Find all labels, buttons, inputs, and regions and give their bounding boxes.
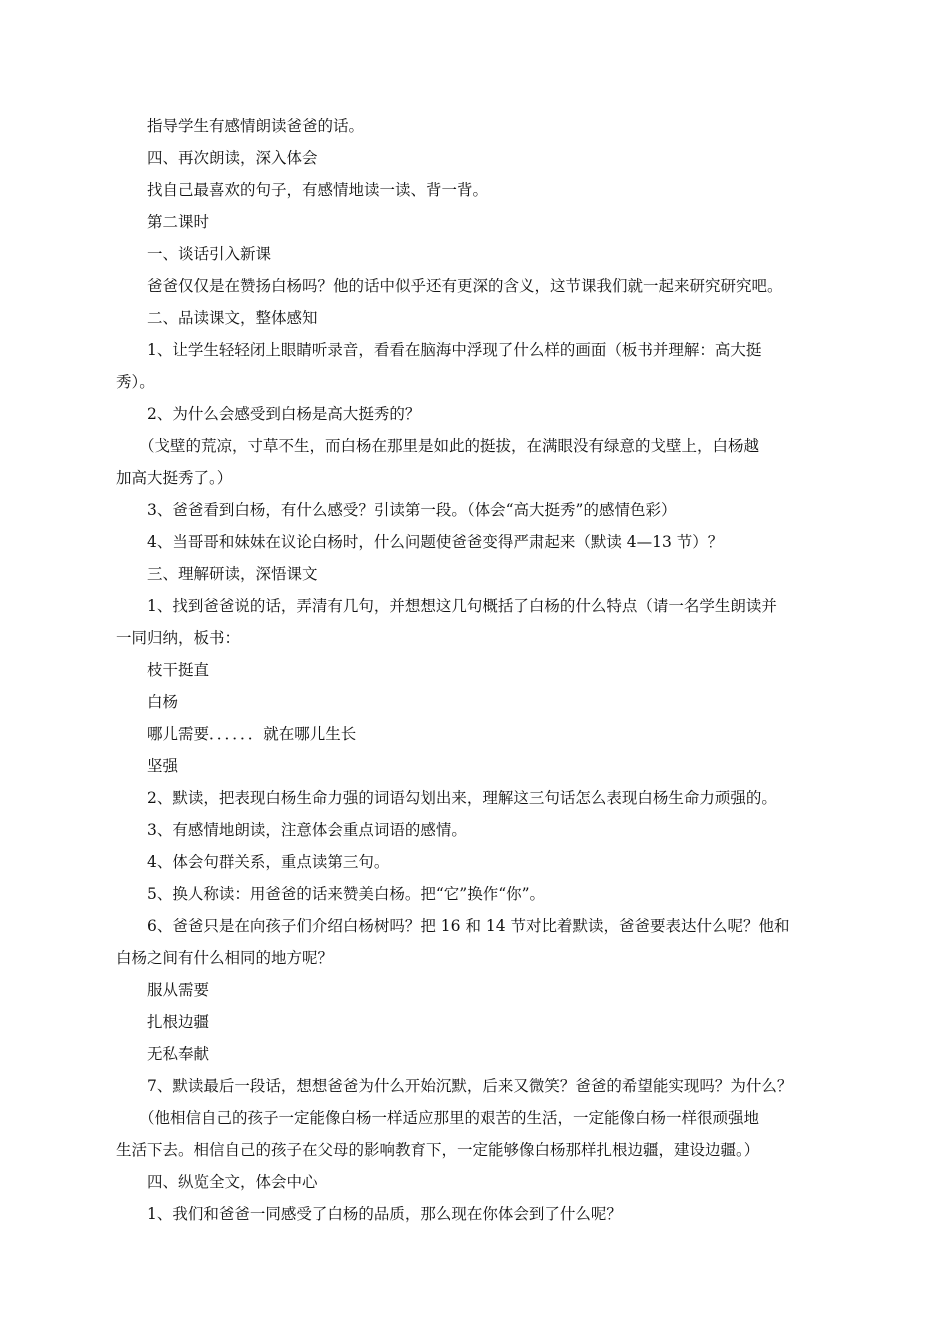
paragraph-line: 找自己最喜欢的句子，有感情地读一读、背一背。 [147,181,489,199]
section-heading: 四、再次朗读，深入体会 [147,149,318,167]
paragraph-line: 7、默读最后一段话，想想爸爸为什么开始沉默，后来又微笑？爸爸的希望能实现吗？为什么？ [147,1077,793,1095]
paragraph-line: 4、当哥哥和妹妹在议论白杨时，什么问题使爸爸变得严肃起来（默读 4—13 节）？ [147,533,724,551]
paragraph-continuation: 一同归纳，板书： [116,629,241,647]
paragraph-continuation: 秀）。 [116,373,155,391]
lesson-heading: 第二课时 [147,213,210,231]
paragraph-continuation: 生活下去。相信自己的孩子在父母的影响教育下，一定能够像白杨那样扎根边疆，建设边疆。） [116,1141,760,1159]
section-heading: 二、品读课文，整体感知 [147,309,318,327]
paragraph-line: 3、爸爸看到白杨，有什么感受？引读第一段。（体会“高大挺秀”的感情色彩） [147,501,677,519]
paragraph-line: 1、找到爸爸说的话，弄清有几句，并想想这几句概括了白杨的什么特点（请一名学生朗读并 [147,597,777,615]
paragraph-line: 爸爸仅仅是在赞扬白杨吗？他的话中似乎还有更深的含义，这节课我们就一起来研究研究吧。 [147,277,783,295]
paragraph-line: （他相信自己的孩子一定能像白杨一样适应那里的艰苦的生活，一定能像白杨一样很顽强地 [139,1109,760,1127]
paragraph-line: 4、体会句群关系，重点读第三句。 [147,853,390,871]
paragraph-line: 1、让学生轻轻闭上眼睛听录音，看看在脑海中浮现了什么样的画面（板书并理解：高大挺 [147,341,762,359]
paragraph-line: 1、我们和爸爸一同感受了白杨的品质，那么现在你体会到了什么呢？ [147,1205,622,1223]
board-note: 无私奉献 [147,1045,210,1063]
board-note: 服从需要 [147,981,210,999]
paragraph-continuation: 加高大挺秀了。） [116,469,233,487]
section-heading: 一、谈话引入新课 [147,245,272,263]
board-note: 枝干挺直 [147,661,210,679]
paragraph-line: 3、有感情地朗读，注意体会重点词语的感情。 [147,821,467,839]
paragraph-line: 6、爸爸只是在向孩子们介绍白杨树吗？把 16 和 14 节对比着默读，爸爸要表达什么呢？他和 [147,917,790,935]
paragraph-continuation: 白杨之间有什么相同的地方呢？ [116,949,334,967]
board-note: 坚强 [147,757,179,775]
paragraph-line: 2、默读，把表现白杨生命力强的词语勾划出来，理解这三句话怎么表现白杨生命力顽强的。 [147,789,777,807]
section-heading: 三、理解研读，深悟课文 [147,565,318,583]
paragraph-line: 5、换人称读：用爸爸的话来赞美白杨。把“它”换作“你”。 [147,885,546,903]
document-body [116,110,828,1230]
paragraph-line: （戈壁的荒凉，寸草不生，而白杨在那里是如此的挺拔，在满眼没有绿意的戈壁上，白杨越 [139,437,760,455]
paragraph-line: 指导学生有感情朗读爸爸的话。 [147,117,365,135]
section-heading: 四、纵览全文，体会中心 [147,1173,318,1191]
paragraph-line: 2、为什么会感受到白杨是高大挺秀的？ [147,405,421,423]
board-note: 哪儿需要．．．．．．就在哪儿生长 [147,725,357,743]
board-note: 白杨 [147,693,179,711]
board-note: 扎根边疆 [147,1013,210,1031]
